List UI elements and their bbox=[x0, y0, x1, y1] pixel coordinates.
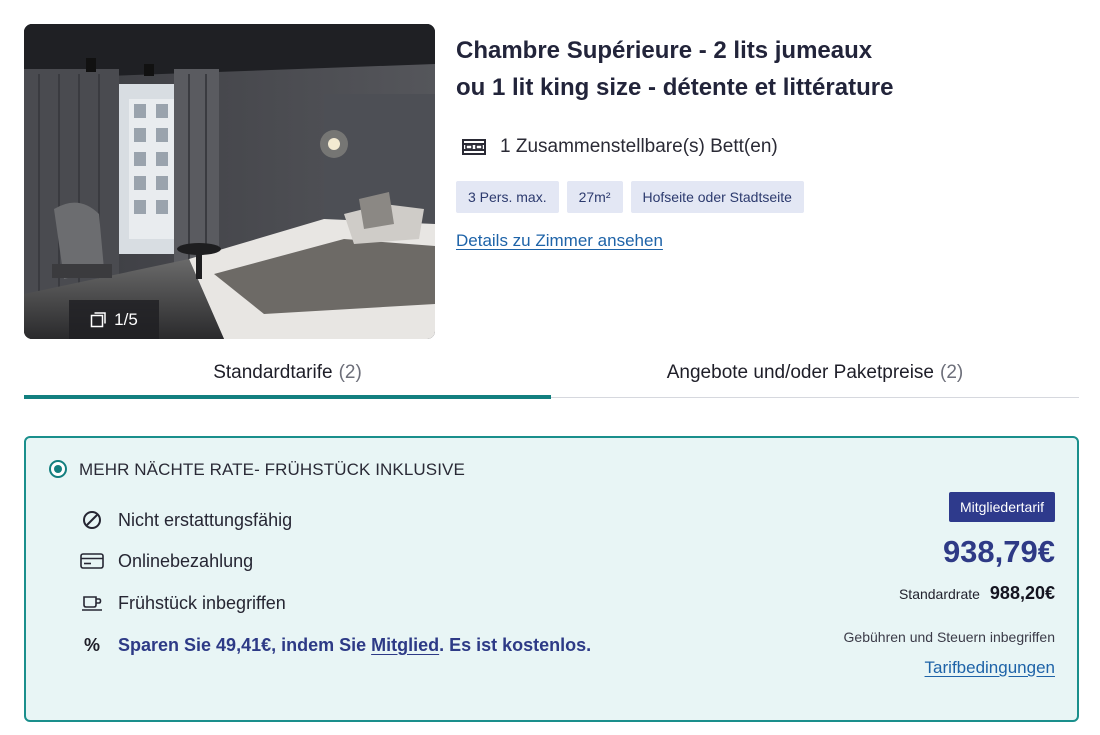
tag-view: Hofseite oder Stadtseite bbox=[631, 181, 804, 213]
rate-radio[interactable] bbox=[49, 460, 67, 478]
room-title-line1: Chambre Supérieure - 2 lits jumeaux bbox=[456, 37, 873, 64]
member-savings bbox=[80, 634, 591, 656]
member-signup-link[interactable]: Mitglied bbox=[371, 634, 440, 655]
photo-counter[interactable] bbox=[69, 300, 159, 339]
rate-terms-link[interactable]: Tarifbedingungen bbox=[924, 658, 1055, 677]
no-refund-icon bbox=[80, 509, 104, 531]
room-title-line2: ou 1 lit king size - détente et littérature bbox=[456, 74, 894, 101]
tag-size: 27m² bbox=[567, 181, 623, 213]
room-title bbox=[456, 32, 1056, 106]
tab-standard-rates[interactable] bbox=[24, 348, 551, 398]
standard-rate-label: Standardrate bbox=[898, 586, 980, 602]
member-price: 938,79€ bbox=[942, 534, 1055, 569]
bed-info bbox=[460, 136, 778, 158]
room-photo-image bbox=[24, 24, 435, 339]
standard-rate bbox=[899, 583, 1055, 604]
bed-icon bbox=[460, 136, 488, 158]
tab-standard-rates-count: (2) bbox=[338, 362, 362, 383]
photo-counter-text: 1/5 bbox=[114, 310, 138, 329]
coffee-cup-icon bbox=[80, 592, 104, 614]
feature-breakfast bbox=[80, 592, 286, 614]
feature-payment-text: Onlinebezahlung bbox=[118, 550, 254, 571]
feature-refund bbox=[80, 509, 292, 531]
tab-standard-rates-label: Standardtarife bbox=[213, 362, 333, 383]
rate-tabs bbox=[24, 348, 1079, 398]
tag-occupancy: 3 Pers. max. bbox=[456, 181, 559, 213]
gallery-icon bbox=[90, 312, 106, 328]
member-savings-before: Sparen Sie 49,41€, indem Sie bbox=[118, 634, 372, 655]
rate-card[interactable] bbox=[24, 436, 1079, 722]
member-savings-text bbox=[118, 635, 591, 656]
tab-offers-packages[interactable] bbox=[551, 348, 1079, 398]
standard-rate-price: 988,20€ bbox=[989, 583, 1055, 603]
member-savings-after: . Es ist kostenlos. bbox=[439, 634, 592, 655]
room-photo[interactable] bbox=[24, 24, 435, 339]
feature-payment bbox=[80, 550, 253, 572]
feature-breakfast-text: Frühstück inbegriffen bbox=[118, 592, 286, 613]
fees-note: Gebühren und Steuern inbegriffen bbox=[843, 629, 1055, 645]
rate-name: MEHR NÄCHTE RATE- FRÜHSTÜCK INKLUSIVE bbox=[79, 460, 465, 479]
percent-icon: % bbox=[83, 634, 100, 655]
room-details-link[interactable]: Details zu Zimmer ansehen bbox=[456, 231, 663, 250]
bed-text: 1 Zusammenstellbare(s) Bett(en) bbox=[500, 136, 778, 157]
credit-card-icon bbox=[80, 550, 104, 572]
tab-offers-packages-label: Angebote und/oder Paketpreise bbox=[666, 362, 935, 383]
room-tags bbox=[456, 181, 804, 213]
tab-offers-packages-count: (2) bbox=[940, 362, 964, 383]
member-rate-badge: Mitgliedertarif bbox=[949, 492, 1055, 522]
feature-refund-text: Nicht erstattungsfähig bbox=[118, 509, 293, 530]
